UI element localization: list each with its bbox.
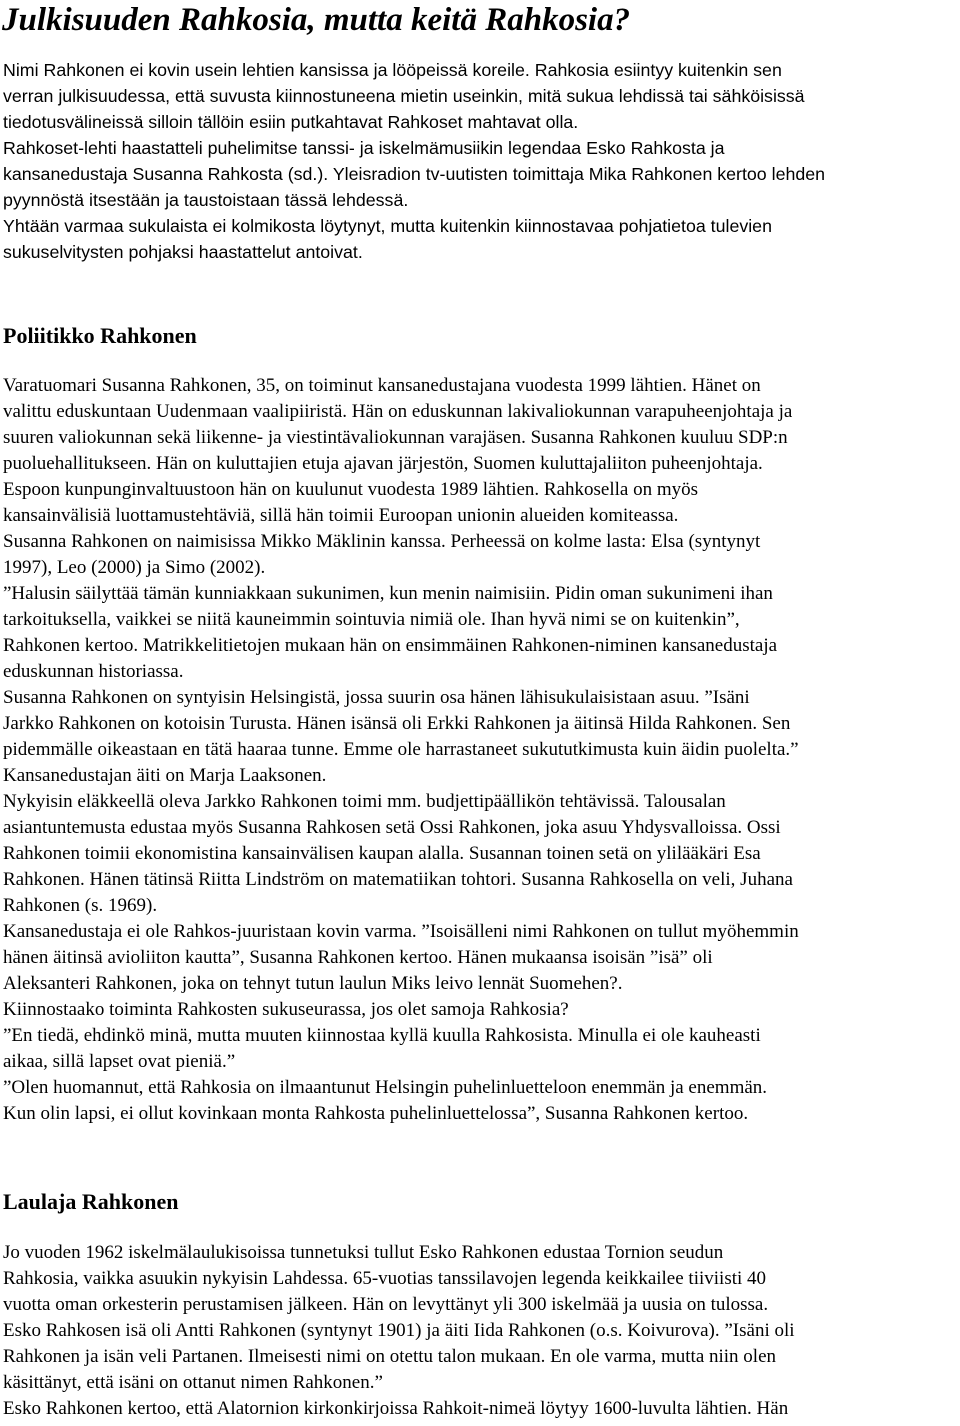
text-line: Jarkko Rahkonen on kotoisin Turusta. Hänen isänsä oli Erkki Rahkonen ja äitinsä Hilda Rahkonen. Sen <box>3 713 791 734</box>
text-line: tarkoituksella, vaikkei se niitä kauneimmin sointuvia nimiä ole. Ihan hyvä nimi se on kuitenkin”, <box>3 609 740 630</box>
text-line: suuren valiokunnan sekä liikenne- ja viestintävaliokunnan varajäsen. Susanna Rahkonen kuuluu SDP:n <box>3 427 788 448</box>
text-line: asiantuntemusta edustaa myös Susanna Rahkosen setä Ossi Rahkonen, joka asuu Yhdysvalloissa. Ossi <box>3 817 781 838</box>
text-line: eduskunnan historiassa. <box>3 661 184 682</box>
text-line: Rahkonen ja isän veli Partanen. Ilmeisesti nimi on otettu talon mukaan. En ole varma, mutta niin olen <box>3 1346 777 1367</box>
text-line: Rahkonen. Hänen tätinsä Riitta Lindström on matematiikan tohtori. Susanna Rahkosella on veli, Juhana <box>3 869 793 890</box>
text-line: hänen äitinsä avioliiton kautta”, Susanna Rahkonen kertoo. Hänen mukaansa isoisän ”isä” oli <box>3 947 713 968</box>
text-line: käsittänyt, että isäni on ottanut nimen Rahkonen.” <box>3 1372 383 1393</box>
text-line: Jo vuoden 1962 iskelmälaulukisoissa tunnetuksi tullut Esko Rahkonen edustaa Tornion seudun <box>3 1242 724 1263</box>
text-line: Yhtään varmaa sukulaista ei kolmikosta löytynyt, mutta kuitenkin kiinnostavaa pohjatietoa tulevien <box>3 216 772 236</box>
text-line: Kansanedustaja ei ole Rahkos-juuristaan kovin varma. ”Isoisälleni nimi Rahkonen on tullut myöhemmin <box>3 921 799 942</box>
section-heading-singer: Laulaja Rahkonen <box>3 1189 179 1214</box>
text-line: Kun olin lapsi, ei ollut kovinkaan monta Rahkosta puhelinluettelossa”, Susanna Rahkonen kertoo. <box>3 1103 749 1124</box>
text-line: Espoon kunpunginvaltuustoon hän on kuulunut vuodesta 1989 lähtien. Rahkosella on myös <box>3 479 699 500</box>
text-line: Kiinnostaako toiminta Rahkosten sukuseurassa, jos olet samoja Rahkosia? <box>3 999 569 1020</box>
text-line: ”En tiedä, ehdinkö minä, mutta muuten kiinnostaa kyllä kuulla Rahkosista. Minulla ei ole kauheasti <box>3 1025 761 1046</box>
text-line: vuotta oman orkesterin perustamisen jälkeen. Hän on levyttänyt yli 300 iskelmää ja uusia on tulossa. <box>3 1294 769 1315</box>
section-heading-politician: Poliitikko Rahkonen <box>3 323 197 348</box>
text-line: kansainvälisiä luottamustehtäviä, sillä hän toimii Euroopan unionin alueiden komiteassa. <box>3 505 679 526</box>
text-line: Rahkoset-lehti haastatteli puhelimitse tanssi- ja iskelmämusiikin legendaa Esko Rahkosta ja <box>3 138 725 158</box>
text-line: Varatuomari Susanna Rahkonen, 35, on toiminut kansanedustajana vuodesta 1999 lähtien. Hänet on <box>3 375 761 396</box>
text-line: pidemmälle oikeastaan en tätä haaraa tunne. Emme ole harrastaneet sukututkimusta kuin äidin puolelta.” <box>3 739 799 760</box>
text-line: kansanedustaja Susanna Rahkosta (sd.). Yleisradion tv-uutisten toimittaja Mika Rahkonen kertoo lehden <box>3 164 826 184</box>
text-line: valittu eduskuntaan Uudenmaan vaalipiiristä. Hän on eduskunnan lakivaliokunnan varapuheenjohtaja ja <box>3 401 793 422</box>
text-line: aikaa, sillä lapset ovat pieniä.” <box>3 1051 236 1072</box>
text-line: 1997), Leo (2000) ja Simo (2002). <box>3 557 266 578</box>
text-line: Susanna Rahkonen on syntyisin Helsingistä, jossa suurin osa hänen lähisukulaisistaan asuu. ”Isäni <box>3 687 750 708</box>
text-line: Susanna Rahkonen on naimisissa Mikko Mäklinin kanssa. Perheessä on kolme lasta: Elsa (syntynyt <box>3 531 761 552</box>
text-line: pyynnöstä itsestään ja taustoistaan tässä lehdessä. <box>3 190 409 210</box>
text-line: Nimi Rahkonen ei kovin usein lehtien kansissa ja lööpeissä koreile. Rahkosia esiintyy kuitenkin sen <box>3 60 782 80</box>
text-line: Aleksanteri Rahkonen, joka on tehnyt tutun laulun Miks leivo lennät Suomehen?. <box>3 973 623 994</box>
text-line: sukuselvitysten pohjaksi haastattelut antoivat. <box>3 242 363 262</box>
text-line: tiedotusvälineissä silloin tällöin esiin putkahtavat Rahkoset mahtavat olla. <box>3 112 579 132</box>
text-line: Rahkonen kertoo. Matrikkelitietojen mukaan hän on ensimmäinen Rahkonen-niminen kansanedustaja <box>3 635 778 656</box>
text-line: ”Halusin säilyttää tämän kunniakkaan sukunimen, kun menin naimisiin. Pidin oman sukunimeni ihan <box>3 583 773 604</box>
text-line: verran julkisuudessa, että suvusta kiinnostuneena mietin useinkin, mitä sukua lehdissä tai sähköisissä <box>3 86 805 106</box>
text-line: puoluehallitukseen. Hän on kuluttajien etuja ajavan järjestön, Suomen kuluttajaliiton puheenjohtaja. <box>3 453 763 474</box>
text-line: Esko Rahkosen isä oli Antti Rahkonen (syntynyt 1901) ja äiti Iida Rahkonen (o.s. Koivurova). ”Isäni oli <box>3 1320 795 1341</box>
text-line: Rahkonen toimii ekonomistina kansainvälisen kaupan alalla. Susannan toinen setä on ylilääkäri Esa <box>3 843 761 864</box>
text-line: Rahkonen (s. 1969). <box>3 895 158 916</box>
text-line: Nykyisin eläkkeellä oleva Jarkko Rahkonen toimi mm. budjettipäällikön tehtävissä. Talousalan <box>3 791 726 812</box>
page-title: Julkisuuden Rahkosia, mutta keitä Rahkosia? <box>2 2 631 38</box>
text-line: Esko Rahkonen kertoo, että Alatornion kirkonkirjoissa Rahkoit-nimeä löytyy 1600-luvulta lähtien. Hän <box>3 1398 789 1419</box>
text-line: Kansanedustajan äiti on Marja Laaksonen. <box>3 765 327 786</box>
text-line: ”Olen huomannut, että Rahkosia on ilmaantunut Helsingin puhelinluetteloon enemmän ja enemmän. <box>3 1077 768 1098</box>
text-line: Rahkosia, vaikka asuukin nykyisin Lahdessa. 65-vuotias tanssilavojen legenda keikkailee tiiviisti 40 <box>3 1268 767 1289</box>
